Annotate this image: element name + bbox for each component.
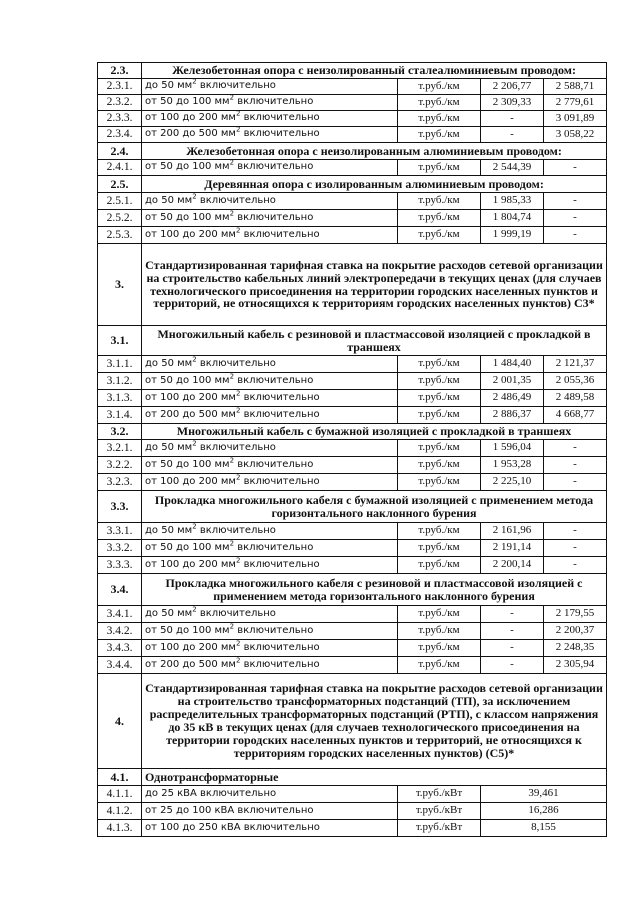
row-number: 2.3.2. <box>98 95 142 111</box>
row-description: до 50 $мм^2$ включительно <box>142 193 398 210</box>
row-unit: т.руб./км <box>398 440 481 457</box>
row-unit: т.руб./км <box>398 474 481 491</box>
table-row <box>98 640 607 657</box>
row-value-a: 2 161,96 <box>481 523 544 540</box>
section-title: Железобетонная опора с неизолированный сталеалюминиевым проводом: <box>142 63 607 79</box>
row-value-b: - <box>544 457 607 474</box>
row-description: до 50 $мм^2$ включительно <box>142 440 398 457</box>
row-number: 3.1.4. <box>98 407 142 424</box>
row-description: от 50 до 100 $мм^2$ включительно <box>142 373 398 390</box>
section-number: 2.5. <box>98 176 142 193</box>
row-description: от 200 до 500 $мм^2$ включительно <box>142 407 398 424</box>
row-description: от 25 до 100 кВА включительно <box>142 803 398 820</box>
row-number: 3.3.3. <box>98 557 142 574</box>
row-value-b: - <box>544 210 607 227</box>
row-value-a: - <box>481 657 544 674</box>
row-value-b: 2 248,35 <box>544 640 607 657</box>
section-title: Прокладка многожильного кабеля с резиновой и пластмассовой изоляцией с применением метода горизонтального наклонного бурения <box>142 574 607 606</box>
section-number: 3.4. <box>98 574 142 606</box>
row-unit: т.руб./км <box>398 390 481 407</box>
table-row <box>98 803 607 820</box>
row-description: до 25 кВА включительно <box>142 786 398 803</box>
section-number: 2.4. <box>98 143 142 160</box>
row-unit: т.руб./км <box>398 193 481 210</box>
row-unit: т.руб./кВт <box>398 786 481 803</box>
table-row <box>98 160 607 176</box>
row-value-b: 3 058,22 <box>544 127 607 143</box>
row-value-b: 2 055,36 <box>544 373 607 390</box>
table-row <box>98 193 607 210</box>
row-value: 16,286 <box>481 803 607 820</box>
row-number: 3.1.3. <box>98 390 142 407</box>
row-description: от 200 до 500 $мм^2$ включительно <box>142 127 398 143</box>
table-row <box>98 356 607 373</box>
section-title: Прокладка многожильного кабеля с бумажной изоляцией с применением метода горизонтального наклонного бурения <box>142 491 607 523</box>
row-value: 39,461 <box>481 786 607 803</box>
table-row <box>98 210 607 227</box>
row-number: 2.3.4. <box>98 127 142 143</box>
row-description: от 50 до 100 $мм^2$ включительно <box>142 160 398 176</box>
row-value-a: 2 225,10 <box>481 474 544 491</box>
row-unit: т.руб./км <box>398 160 481 176</box>
row-description: от 100 до 200 $мм^2$ включительно <box>142 474 398 491</box>
row-unit: т.руб./км <box>398 640 481 657</box>
table-row <box>98 227 607 244</box>
table-row <box>98 457 607 474</box>
section-row <box>98 326 607 356</box>
row-unit: т.руб./км <box>398 623 481 640</box>
section-number: 3.2. <box>98 424 142 440</box>
row-description: до 50 $мм^2$ включительно <box>142 523 398 540</box>
row-number: 2.4.1. <box>98 160 142 176</box>
row-unit: т.руб./км <box>398 95 481 111</box>
section-row <box>98 769 607 786</box>
row-unit: т.руб./км <box>398 210 481 227</box>
section-row <box>98 574 607 606</box>
row-description: от 100 до 200 $мм^2$ включительно <box>142 111 398 127</box>
row-number: 3.1.2. <box>98 373 142 390</box>
section-row <box>98 491 607 523</box>
section-row <box>98 424 607 440</box>
row-description: от 50 до 100 $мм^2$ включительно <box>142 210 398 227</box>
section-number: 4.1. <box>98 769 142 786</box>
row-description: от 200 до 500 $мм^2$ включительно <box>142 657 398 674</box>
row-unit: т.руб./км <box>398 657 481 674</box>
row-value-a: - <box>481 127 544 143</box>
section-title: Многожильный кабель с бумажной изоляцией с прокладкой в траншеях <box>142 424 607 440</box>
table-row <box>98 820 607 837</box>
row-value-a: 2 486,49 <box>481 390 544 407</box>
row-number: 3.2.2. <box>98 457 142 474</box>
row-value-a: 2 309,33 <box>481 95 544 111</box>
table-row <box>98 623 607 640</box>
block-number: 3. <box>98 244 142 326</box>
row-number: 2.3.3. <box>98 111 142 127</box>
row-description: до 50 $мм^2$ включительно <box>142 356 398 373</box>
section-title: Однотрансформаторные <box>142 769 607 786</box>
row-description: от 100 до 200 $мм^2$ включительно <box>142 557 398 574</box>
row-unit: т.руб./км <box>398 127 481 143</box>
row-number: 3.3.1. <box>98 523 142 540</box>
row-value-b: - <box>544 440 607 457</box>
table-row <box>98 474 607 491</box>
table-row <box>98 407 607 424</box>
row-value-a: 2 200,14 <box>481 557 544 574</box>
row-unit: т.руб./км <box>398 356 481 373</box>
row-description: от 50 до 100 $мм^2$ включительно <box>142 95 398 111</box>
row-number: 4.1.2. <box>98 803 142 820</box>
row-description: от 50 до 100 $мм^2$ включительно <box>142 540 398 557</box>
row-value-b: - <box>544 540 607 557</box>
row-number: 4.1.3. <box>98 820 142 837</box>
block-row <box>98 674 607 769</box>
row-number: 2.3.1. <box>98 79 142 95</box>
section-number: 3.3. <box>98 491 142 523</box>
section-row <box>98 143 607 160</box>
row-unit: т.руб./км <box>398 111 481 127</box>
row-value-b: 2 305,94 <box>544 657 607 674</box>
row-value-b: 2 489,58 <box>544 390 607 407</box>
row-value-a: 1 484,40 <box>481 356 544 373</box>
row-value-a: 2 001,35 <box>481 373 544 390</box>
table-row <box>98 373 607 390</box>
row-value-a: - <box>481 111 544 127</box>
row-number: 3.2.1. <box>98 440 142 457</box>
row-unit: т.руб./км <box>398 373 481 390</box>
row-unit: т.руб./кВт <box>398 820 481 837</box>
row-value-b: - <box>544 160 607 176</box>
section-row <box>98 63 607 79</box>
row-value-b: - <box>544 474 607 491</box>
table-row <box>98 440 607 457</box>
section-title: Многожильный кабель с резиновой и пластмассовой изоляцией с прокладкой в траншеях <box>142 326 607 356</box>
row-value-b: - <box>544 193 607 210</box>
block-number: 4. <box>98 674 142 769</box>
row-number: 2.5.3. <box>98 227 142 244</box>
row-value-b: 4 668,77 <box>544 407 607 424</box>
row-description: от 100 до 250 кВА включительно <box>142 820 398 837</box>
row-value-b: 2 179,55 <box>544 606 607 623</box>
block-row <box>98 244 607 326</box>
section-title: Железобетонная опора с неизолированным алюминиевым проводом: <box>142 143 607 160</box>
section-title: Деревянная опора с изолированным алюминиевым проводом: <box>142 176 607 193</box>
row-number: 3.4.4. <box>98 657 142 674</box>
row-number: 3.4.1. <box>98 606 142 623</box>
row-value-b: 2 588,71 <box>544 79 607 95</box>
row-unit: т.руб./км <box>398 457 481 474</box>
row-value-b: - <box>544 523 607 540</box>
row-unit: т.руб./км <box>398 227 481 244</box>
row-description: от 100 до 200 $мм^2$ включительно <box>142 227 398 244</box>
table-row <box>98 606 607 623</box>
row-description: от 100 до 200 $мм^2$ включительно <box>142 390 398 407</box>
block-title: Стандартизированная тарифная ставка на покрытие расходов сетевой организации на строительство трансформаторных подстанций (ТП), за исключением распределительных трансформаторных подстанций (РТП), с классом напряжения до 35 кВ в текущих ценах (для случаев технологического присоединения на территории городских населенных пунктов и территорий, не относящихся к территориям городских населенных пунктов) (С5)* <box>142 674 607 769</box>
row-unit: т.руб./км <box>398 79 481 95</box>
table-row <box>98 786 607 803</box>
row-value-a: 2 191,14 <box>481 540 544 557</box>
row-number: 3.3.2. <box>98 540 142 557</box>
row-value-a: 1 804,74 <box>481 210 544 227</box>
table-row <box>98 111 607 127</box>
row-description: до 50 $мм^2$ включительно <box>142 79 398 95</box>
row-description: от 50 до 100 $мм^2$ включительно <box>142 457 398 474</box>
block-title: Стандартизированная тарифная ставка на покрытие расходов сетевой организации на строительство кабельных линий электропередачи в текущих ценах (для случаев технологического присоединения на территории городских населенных пунктов и территорий, не относящихся к территориям городских населенных пунктов) С3* <box>142 244 607 326</box>
row-value-a: 2 544,39 <box>481 160 544 176</box>
table-row <box>98 557 607 574</box>
table-row <box>98 657 607 674</box>
row-unit: т.руб./км <box>398 407 481 424</box>
row-value-b: 3 091,89 <box>544 111 607 127</box>
row-unit: т.руб./км <box>398 523 481 540</box>
row-number: 2.5.1. <box>98 193 142 210</box>
section-number: 3.1. <box>98 326 142 356</box>
row-unit: т.руб./км <box>398 606 481 623</box>
row-value-a: 1 953,28 <box>481 457 544 474</box>
table-row <box>98 127 607 143</box>
row-number: 2.5.2. <box>98 210 142 227</box>
row-number: 3.4.3. <box>98 640 142 657</box>
row-unit: т.руб./км <box>398 540 481 557</box>
table-row <box>98 523 607 540</box>
row-description: от 50 до 100 $мм^2$ включительно <box>142 623 398 640</box>
row-number: 3.2.3. <box>98 474 142 491</box>
row-value-a: 1 596,04 <box>481 440 544 457</box>
row-number: 4.1.1. <box>98 786 142 803</box>
row-description: до 50 $мм^2$ включительно <box>142 606 398 623</box>
row-value-b: - <box>544 227 607 244</box>
row-value: 8,155 <box>481 820 607 837</box>
row-value-a: - <box>481 606 544 623</box>
table-row <box>98 540 607 557</box>
row-description: от 100 до 200 $мм^2$ включительно <box>142 640 398 657</box>
table-row <box>98 95 607 111</box>
section-row <box>98 176 607 193</box>
row-value-a: 1 999,19 <box>481 227 544 244</box>
row-value-a: 2 206,77 <box>481 79 544 95</box>
row-number: 3.1.1. <box>98 356 142 373</box>
row-value-a: - <box>481 623 544 640</box>
row-value-b: 2 121,37 <box>544 356 607 373</box>
row-value-b: - <box>544 557 607 574</box>
tariff-table <box>97 62 607 837</box>
section-number: 2.3. <box>98 63 142 79</box>
row-value-a: 1 985,33 <box>481 193 544 210</box>
table-row <box>98 79 607 95</box>
row-unit: т.руб./кВт <box>398 803 481 820</box>
table-row <box>98 390 607 407</box>
row-value-a: - <box>481 640 544 657</box>
row-value-b: 2 779,61 <box>544 95 607 111</box>
row-unit: т.руб./км <box>398 557 481 574</box>
row-value-b: 2 200,37 <box>544 623 607 640</box>
row-value-a: 2 886,37 <box>481 407 544 424</box>
row-number: 3.4.2. <box>98 623 142 640</box>
